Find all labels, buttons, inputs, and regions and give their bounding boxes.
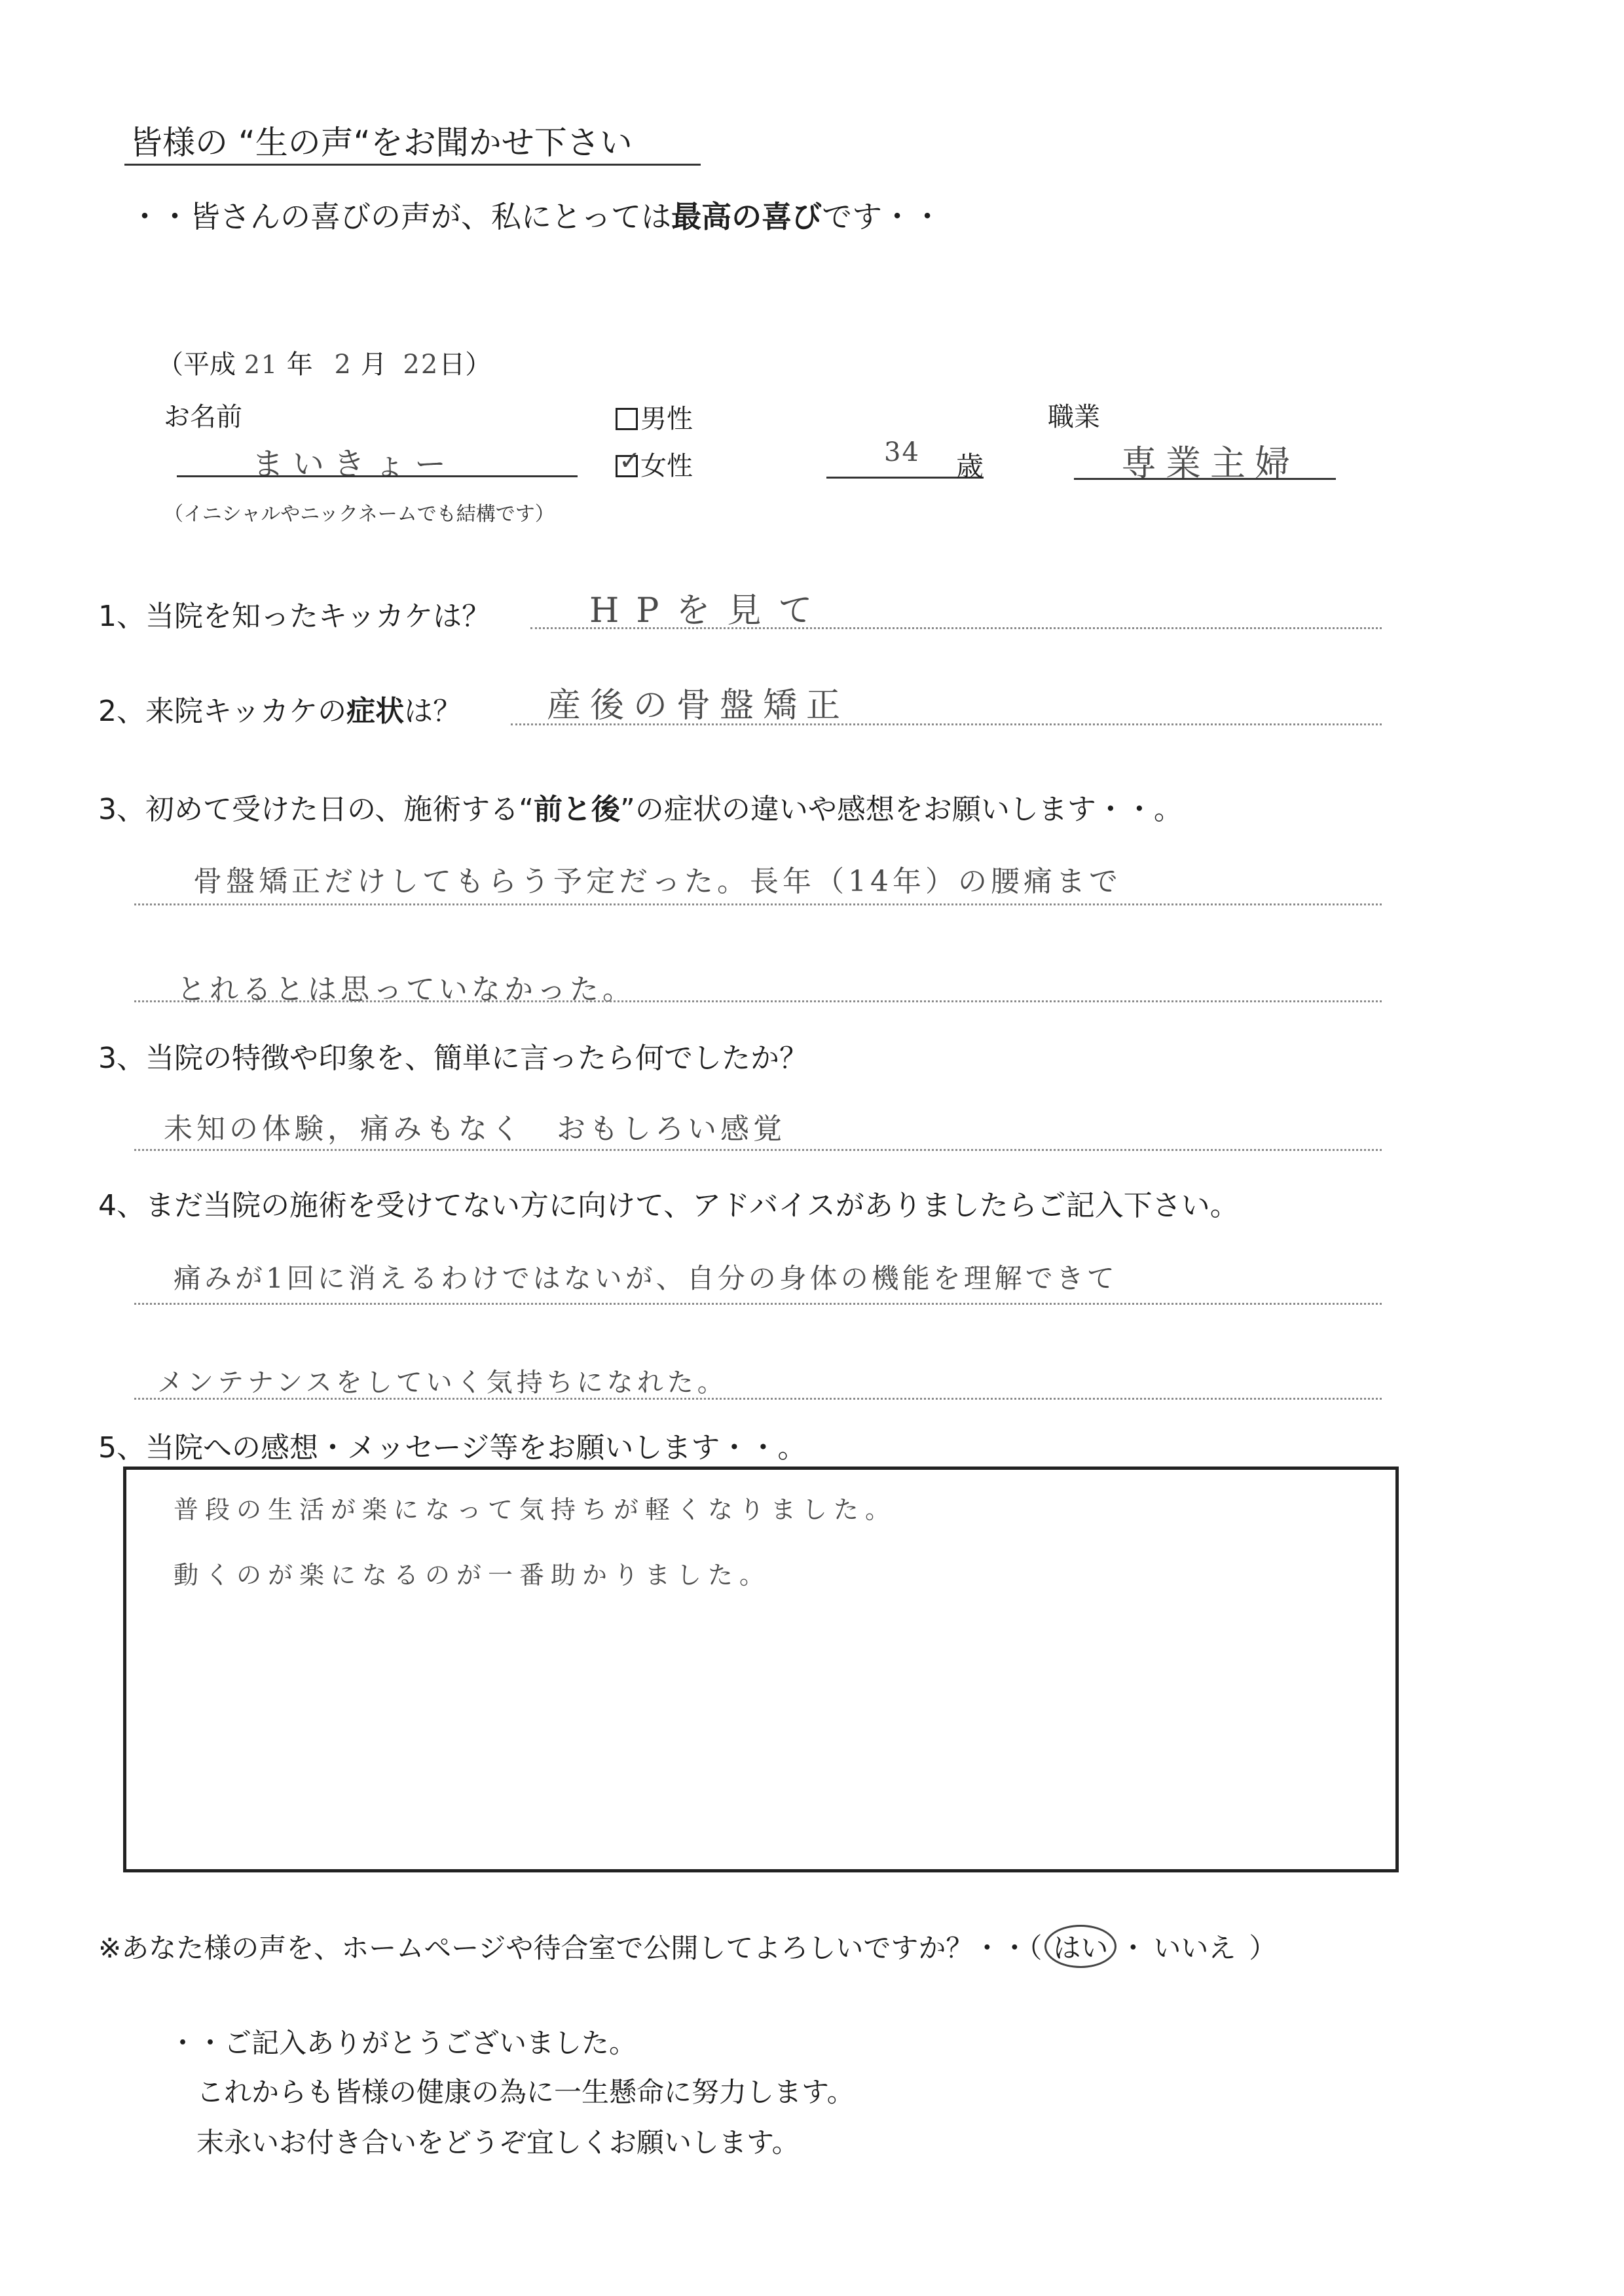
date-month: 2 <box>334 350 352 380</box>
question-5: 5、当院への感想・メッセージ等をお願いします・・。 <box>98 1431 807 1465</box>
check-mark-icon: ✓ <box>619 446 641 476</box>
name-underline <box>177 475 578 477</box>
question-1: 1、当院を知ったキッカケは？ <box>98 600 491 633</box>
answer-3a-line-2: とれるとは思っていなかった。 <box>177 973 635 1006</box>
consent-no-option[interactable]: いいえ <box>1153 1932 1236 1964</box>
question-2-emphasis: 症状 <box>346 695 405 728</box>
age-label: 歳 <box>956 450 984 483</box>
occupation-underline <box>1074 478 1336 480</box>
consent-close-paren: ） <box>1249 1932 1277 1964</box>
closing-line-1: ・・ご記入ありがとうございました。 <box>169 2027 637 2059</box>
answer-3a-line-1: 骨盤矯正だけしてもらう予定だった。長年（14年）の腰痛まで <box>193 865 1122 898</box>
subtitle-text-end: です・・ <box>822 199 943 234</box>
female-label: 女性 <box>640 451 693 481</box>
answer-3b: 未知の体験，痛みもなく おもしろい感覚 <box>164 1112 786 1146</box>
question-3a <box>98 786 1183 828</box>
answer-3b-line <box>134 1149 1382 1151</box>
male-checkbox[interactable] <box>616 408 638 430</box>
page-title: 皆様の “生の声“をお聞かせ下さい <box>130 124 633 162</box>
subtitle-emphasis: 最高の喜び <box>671 199 822 234</box>
question-2 <box>98 687 462 729</box>
question-3a-emphasis: 前と後 <box>534 793 621 826</box>
page-subtitle <box>130 193 942 236</box>
answer-4-line-2: メンテナンスをしていく気持ちになれた。 <box>157 1368 728 1398</box>
answer-4-line-2-rule <box>134 1398 1382 1400</box>
consent-yes-option[interactable]: はい <box>1044 1925 1116 1968</box>
date-year: 21 <box>244 350 279 379</box>
male-label: 男性 <box>640 404 693 434</box>
date-year-label: 年 <box>286 350 313 380</box>
date-day-label: 日） <box>439 350 492 380</box>
answer-3a-line-1-rule <box>134 903 1382 905</box>
gender-female-option[interactable] <box>616 445 693 483</box>
age-value: 34 <box>884 437 920 467</box>
answer-1: HPを見て <box>589 591 830 630</box>
subtitle-text: ・・皆さんの喜びの声が、私にとっては <box>130 199 672 234</box>
answer-5-line-2: 動くのが楽になるのが一番助かりました。 <box>174 1561 771 1590</box>
gender-male-option[interactable] <box>616 398 693 435</box>
answer-2: 産後の骨盤矯正 <box>547 686 850 725</box>
date-line <box>157 344 491 381</box>
closing-line-3: 末永いお付き合いをどうぞ宜しくお願いします。 <box>196 2126 800 2159</box>
answer-4-line-1-rule <box>134 1303 1382 1305</box>
occupation-value: 専業主婦 <box>1121 443 1299 484</box>
date-era: （平成 <box>157 350 236 380</box>
occupation-label: 職業 <box>1048 402 1100 432</box>
message-box[interactable] <box>123 1467 1399 1872</box>
date-month-label: 月 <box>360 350 387 380</box>
question-4: 4、まだ当院の施術を受けてない方に向けて、アドバイスがありましたらご記入下さい。 <box>98 1189 1239 1222</box>
answer-4-line-1: 痛みが1回に消えるわけではないが、自分の身体の機能を理解できて <box>174 1262 1118 1294</box>
consent-separator: ・ <box>1119 1932 1147 1964</box>
closing-line-2: これからも皆様の健康の為に一生懸命に努力します。 <box>196 2076 855 2108</box>
title-underline <box>124 164 701 166</box>
answer-3a-line-2-rule <box>134 1000 1382 1002</box>
name-value: まいきょー <box>252 446 456 483</box>
answer-2-line <box>511 723 1382 725</box>
question-3a-text-end: ”の症状の違いや感想をお願いします・・。 <box>620 793 1183 826</box>
name-note: （イニシャルやニックネームでも結構です） <box>164 503 555 526</box>
answer-5-line-1: 普段の生活が楽になって気持ちが軽くなりました。 <box>174 1495 897 1524</box>
consent-question <box>98 1925 1276 1968</box>
question-2-text: 2、来院キッカケの <box>98 695 347 728</box>
female-checkbox[interactable] <box>616 446 641 477</box>
question-2-text-end: は？ <box>404 695 462 728</box>
name-label: お名前 <box>164 402 242 432</box>
consent-question-text: ※あなた様の声を、ホームページや待合室で公開してよろしいですか？・・（ <box>98 1932 1043 1964</box>
date-day: 22 <box>403 350 439 380</box>
answer-1-line <box>530 627 1382 629</box>
question-3b: 3、当院の特徴や印象を、簡単に言ったら何でしたか？ <box>98 1042 808 1075</box>
question-3a-text: 3、初めて受けた日の、施術する“ <box>98 793 534 826</box>
